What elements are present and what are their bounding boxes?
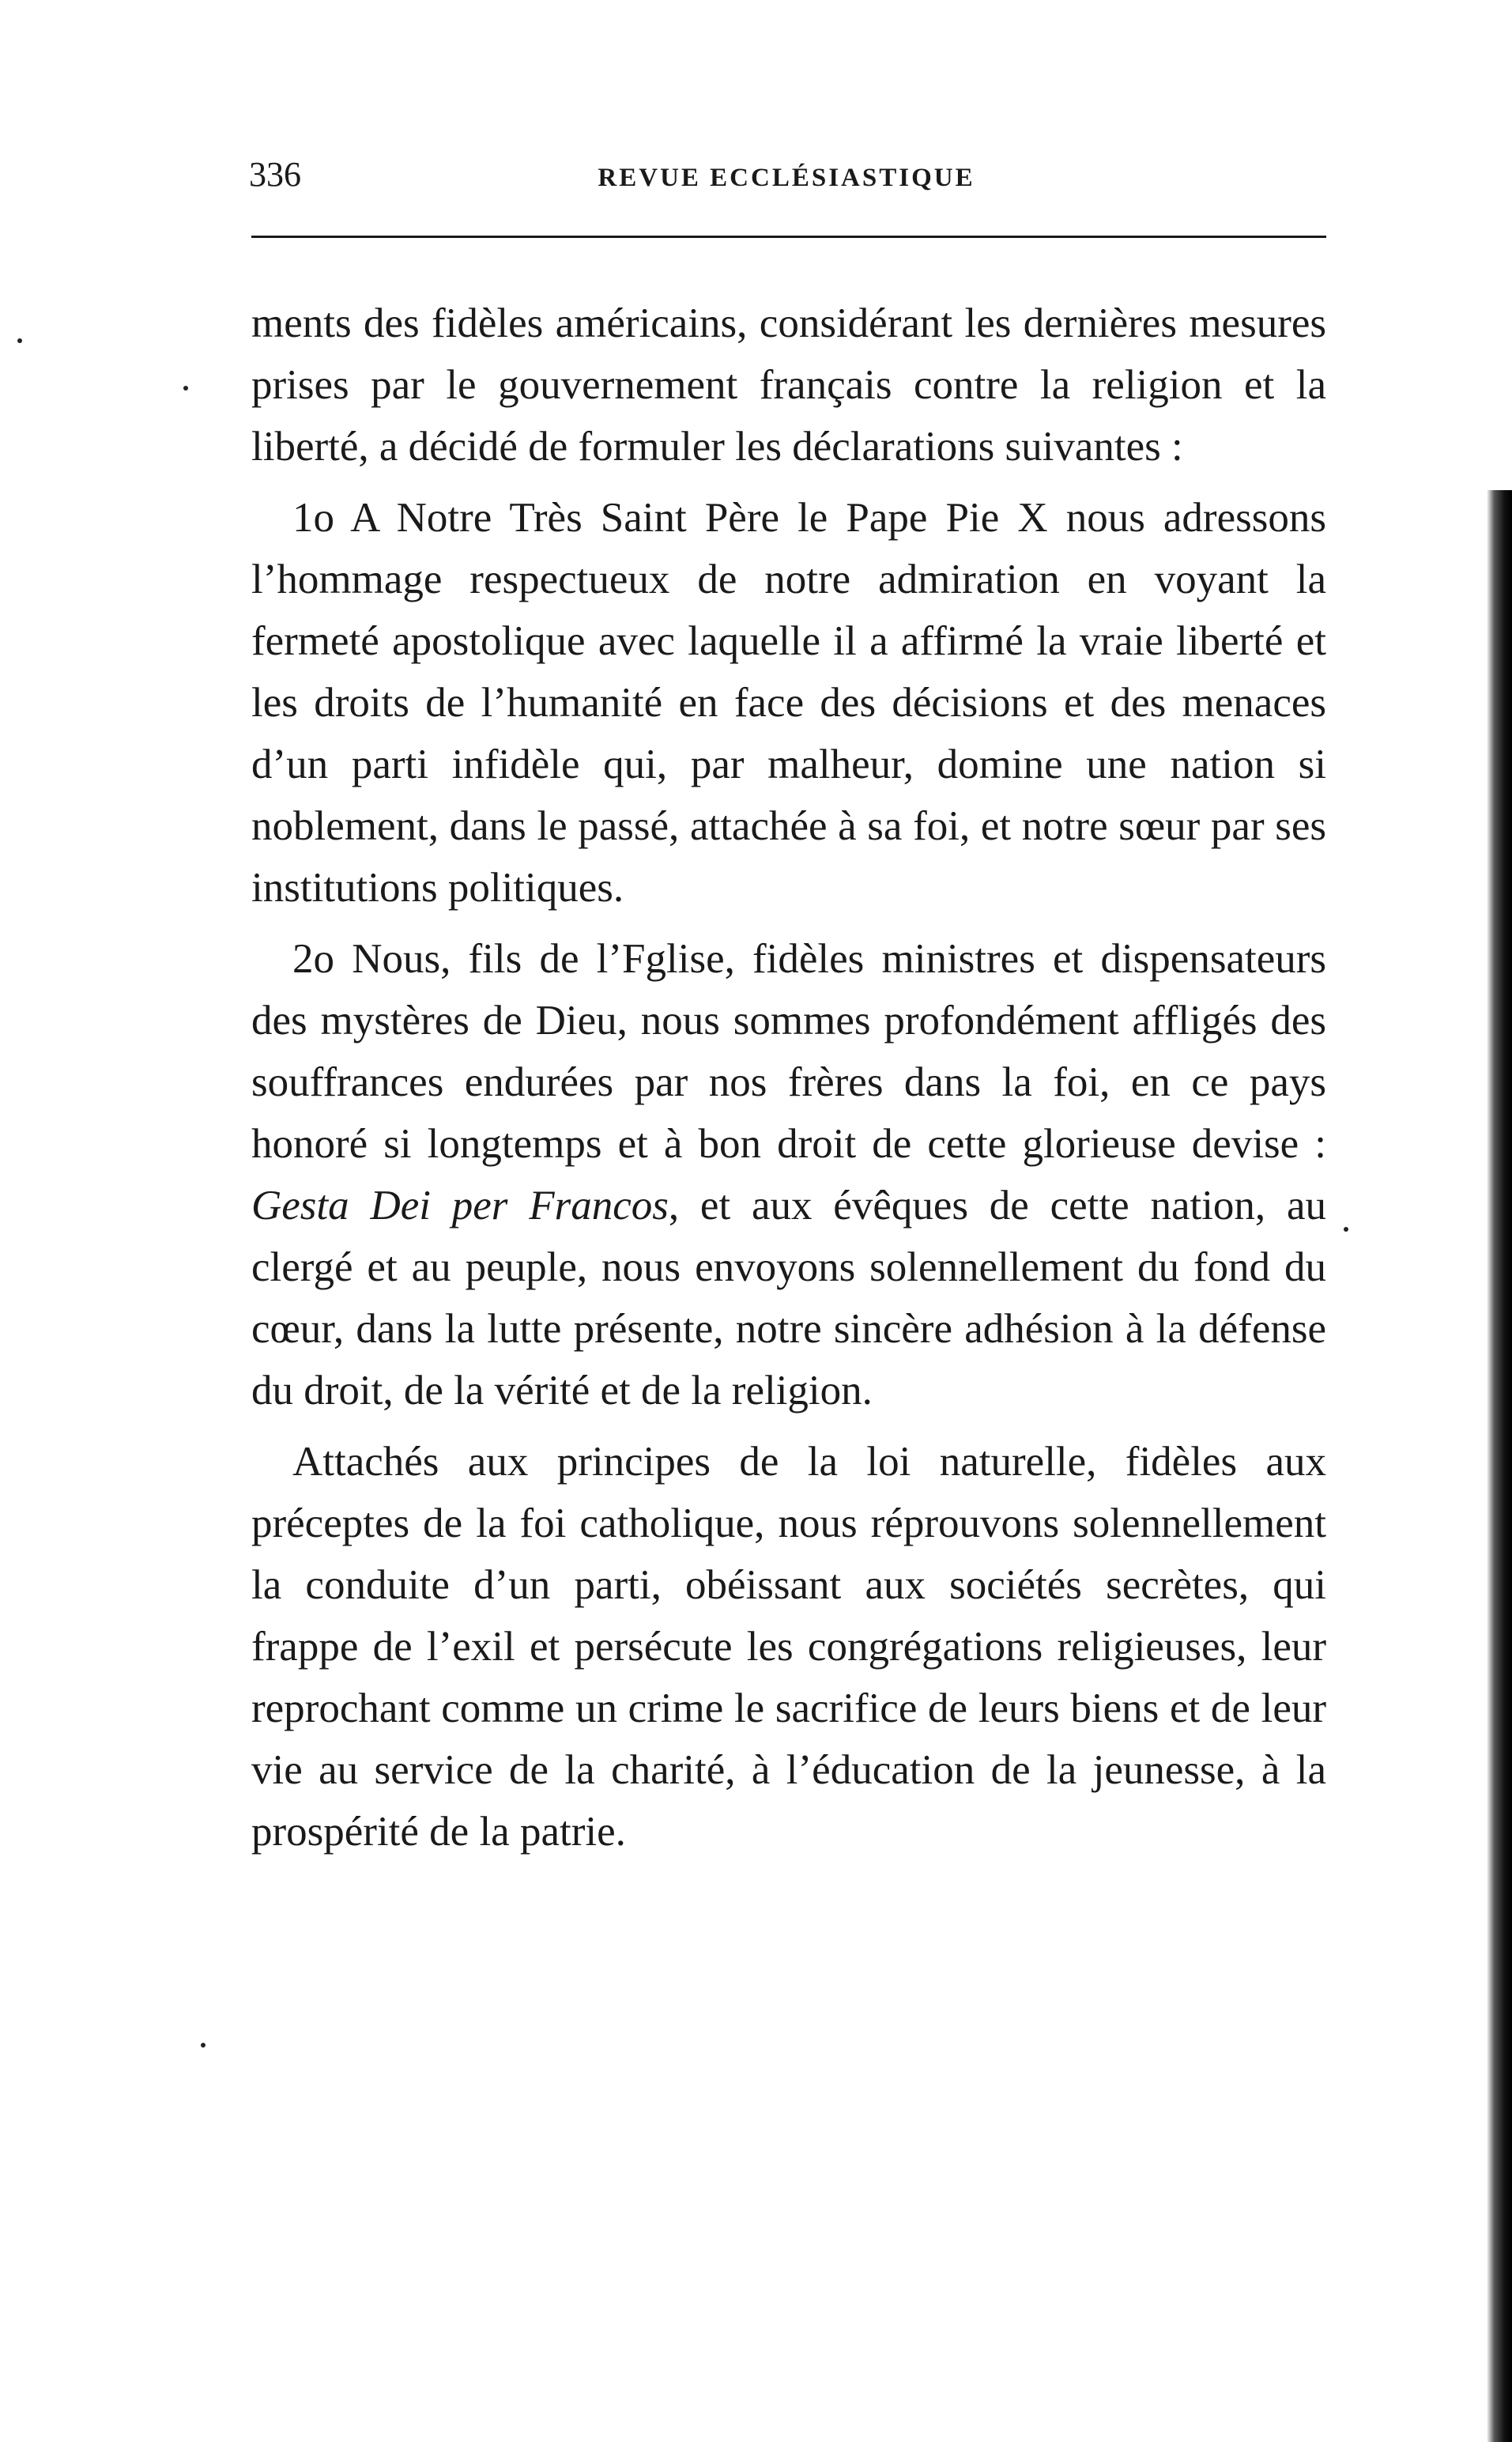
paragraph-declaration-1: 1o A Notre Très Saint Père le Pape Pie X nous adressons l’hommage respectueux de notre admiration en voyant la fermeté apostolique avec laquelle il a affirmé la vraie liberté et les droits de l’humanité en face des décisions et des menaces d’un parti infidèle qui, par malheur, domine une nation si noblement, dans le passé, attachée à sa foi, et notre sœur par ses institutions politiques. [251,495,1326,911]
scan-binding-edge [1487,490,1512,2442]
scan-speck [201,2043,205,2048]
motto-quote: Gesta Dei per Francos [251,1183,669,1229]
scan-speck [1344,1227,1348,1232]
scan-speck [17,338,22,343]
declaration-2-text-end: , et aux évêques de cette nation, au clergé et au peuple, nous envoyons solennellement du fond du cœur, dans la lutte présente, notre sincère adhésion à la défense du droit, de la vérité et de la religion. [251,1183,1326,1413]
running-title: REVUE ECCLÉSIASTIQUE [598,164,975,192]
paragraph-continuation: ments des fidèles américains, considérant les dernières mesures prises par le gouvernement français contre la religion et la liberté, a décidé de formuler les déclarations suivantes : [251,300,1326,470]
paragraph-reprobation: Attachés aux principes de la loi naturelle, fidèles aux préceptes de la foi catholique, nous réprouvons solennellement la conduite d’un parti, obéissant aux sociétés secrètes, qui frappe de l’exil et persécute les congrégations religieuses, leur reprochant comme un crime le sacrifice de leurs biens et de leur vie au service de la charité, à l’éducation de la jeunesse, à la prospérité de la patrie. [251,1439,1326,1855]
page-number: 336 [249,155,301,194]
header-rule [251,236,1326,238]
scan-speck [183,386,188,391]
paragraph-declaration-2 [251,928,1326,1421]
page-header [249,154,1324,209]
body-text [251,293,1326,1872]
declaration-2-text-start: 2o Nous, fils de l’Fglise, fidèles ministres et dispensateurs des mystères de Dieu, nous sommes profondément affligés des souffrances endurées par nos frères dans la foi, en ce pays honoré si longtemps et à bon droit de cette glorieuse devise : [251,936,1326,1167]
